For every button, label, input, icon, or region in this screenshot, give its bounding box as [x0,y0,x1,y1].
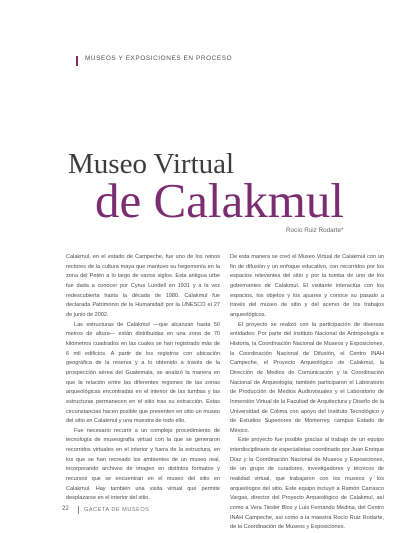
article-author: Rocío Ruiz Rodarte* [286,227,344,234]
body-paragraph: Calakmul, en el estado de Campeche, fue uno de los reinos rectores de la cultura maya que mantuvo su hegemonía en la zona del Petén a lo largo de varios siglos. Esta antigua urbe fue dada a conocer por Cyrus Lundell en 1931 y a la vez redescubierta hasta la década de 1980. Calakmul fue declarada Patrimonio de la Humanidad por la UNESCO el 27 de junio de 2002. [66,254,220,318]
body-paragraph: Las estructuras de Calakmul —que alcanzan hasta 50 metros de altura— están distribuidas en una zona de 70 kilómetros cuadrados en las cuales se han registrado más de 6 mil edificios. A partir de los registros con ubicación geográfica de la reserva y a lo obtenido a través de la prospección aérea del Guatemala, se analizó la manera en que la relación entre las diferentes regiones de las zonas arqueológicas encontradas en el interior de las tumbas y las estructuras permanecen en el sitio tras su extracción. Estas circunstancias hacen posible que presenten en sitio un museo del sitio en Calakmul y una muestra de todo ello. [66,321,220,425]
body-paragraph: Este proyecto fue posible gracias al trabajo de un equipo interdisciplinario de especialistas coordinado por Juan Enrique Díaz y la Coordinación Nacional de Museos y Exposiciones, de un grupo de curadores, investigadores y técnicos de realidad virtual, que trabajaron con los museos y los arqueólogos del sitio. Este equipo incluyó a Ramón Carrasco Vargas, director del Proyecto Arqueológico de Calakmul, así como a Vera Tiesler Blos y Luis Fernando Medina, del Centro INAH Campeche, así como a la maestra Rocío Ruiz Rodarte, de la Coordinación de Museos y Exposiciones. [230,437,384,531]
body-paragraph: El proyecto se realizó con la participación de diversas entidades: Por parte del Instituto Nacional de Antropología e Historia, la Coordinación Nacional de Museos y Exposiciones, la Coordinación Nacional de Difusión, el Centro INAH Campeche, el Proyecto Arqueológico de Calakmul, la Dirección de Medios de Comunicación y la Coordinación Nacional de Arqueología; también participaron el Laboratorio de Producción de Medios Audiovisuales y el Laboratorio de Inmersión Virtual de la Facultad de Arquitectura y Diseño de la Universidad de Colima con apoyo del Instituto Tecnológico y de Estudios Superiores de Monterrey, campus Estado de México. [230,321,384,434]
body-paragraph: De esta manera se creó el Museo Virtual de Calakmul con un fin de difusión y un enfoque educativo, con recorridos por los espacios relevantes del sitio y por la tumba de uno de los gobernantes de Calakmul. El visitante interactúa con los espacios, los objetos y los ajuares y conoce su pasado a través del museo de sitio y del acervo de los trabajos arqueológicos. [230,254,384,318]
body-column-left [66,253,220,504]
article-title-line1: Museo Virtual [68,148,235,180]
body-column-right [230,253,384,533]
publication-name: GACETA DE MUSEOS [84,507,150,513]
section-rule [76,56,78,66]
body-paragraph: Fue necesario recurrir a un complejo procedimiento de tecnología de museografía virtual con la que se generaron recorridos virtuales en el interior y fuera de la estructura, en los que se han recreado los ambientes de un museo real, incorporando archivos de imagen en distintos formatos y recursos que se encuentran en el museo del sitio en Calakmul. Hay también una visita virtual que permite desplazarse en el interior del sitio. [66,427,220,502]
article-title-line2: de Calakmul [95,173,345,228]
footer-rule [78,506,79,514]
page-number: 22 [62,506,69,512]
section-label: MUSEOS Y EXPOSICIONES EN PROCESO [85,55,233,62]
